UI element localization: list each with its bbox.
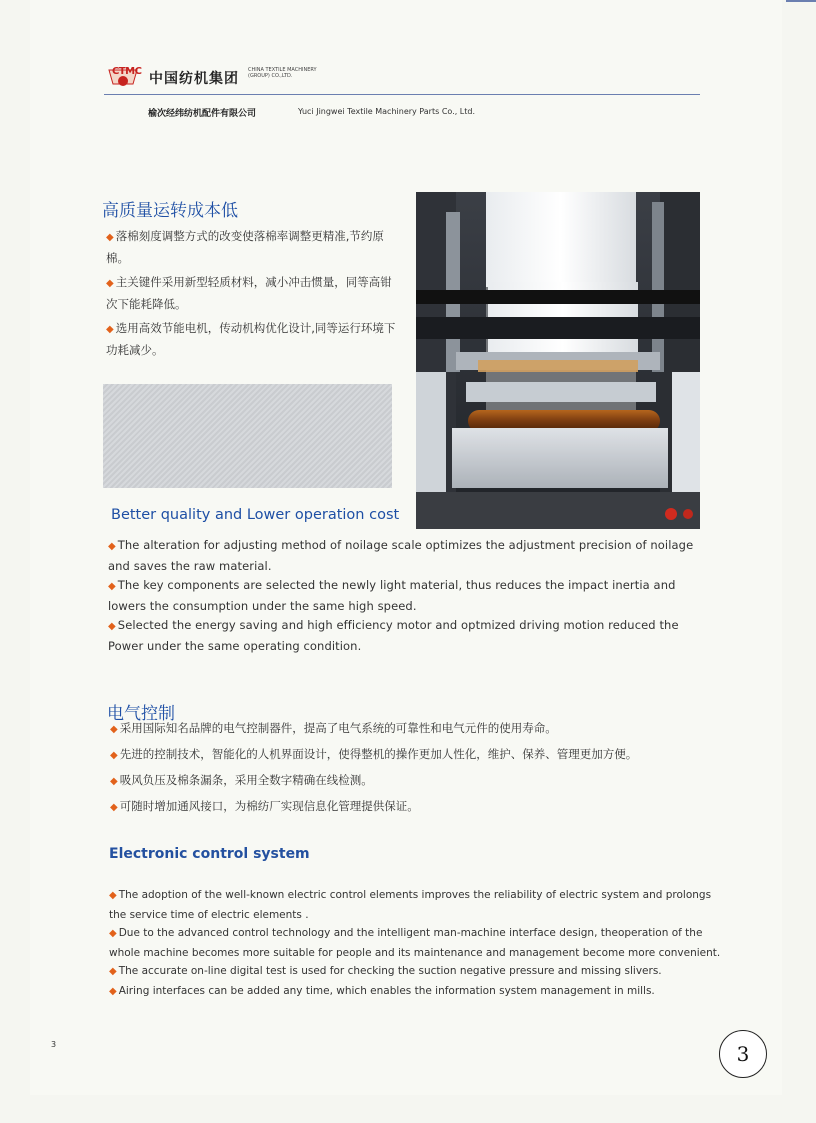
diamond-bullet-icon: ◆	[106, 278, 114, 289]
diamond-bullet-icon: ◆	[110, 750, 118, 761]
group-name-en	[248, 67, 348, 79]
diamond-bullet-icon: ◆	[110, 776, 118, 787]
list-item: ◆ The alteration for adjusting method of noilage scale optimizes the adjustment precision of noilage and saves the raw material.	[108, 538, 694, 573]
section2-title-cn: 电气控制	[107, 704, 175, 724]
comber-machine-photo	[416, 192, 700, 529]
group-name-cn: 中国纺机集团	[149, 71, 239, 87]
diamond-bullet-icon: ◆	[109, 985, 117, 997]
section2-list-cn	[110, 716, 716, 820]
list-item: ◆ 可随时增加通风接口，为棉纺厂实现信息化管理提供保证。	[110, 799, 419, 813]
list-item: ◆ 吸风负压及棉条漏条，采用全数字精确在线检测。	[110, 773, 373, 787]
section2-title-en: Electronic control system	[109, 846, 310, 862]
diamond-bullet-icon: ◆	[109, 966, 117, 977]
list-item: ◆ 选用高效节能电机，传动机构优化设计,同等运行环境下功耗减少。	[106, 321, 396, 357]
list-item: ◆ The adoption of the well-known electric control elements improves the reliability of electric system and prolongs the service time of electric elements .	[109, 889, 712, 921]
list-item: ◆ Airing interfaces can be added any time, which enables the information system management in mills.	[109, 984, 655, 997]
group-name-en-line1: CHINA TEXTILE MACHINERY	[248, 67, 317, 73]
list-item: ◆ 落棉刻度调整方式的改变使落棉率调整更精准,节约原棉。	[106, 229, 384, 265]
company-name-en: Yuci Jingwei Textile Machinery Parts Co., Ltd.	[298, 107, 475, 116]
diamond-bullet-icon: ◆	[108, 621, 116, 632]
corner-rule	[786, 0, 816, 2]
decorative-gray-panel	[103, 384, 392, 488]
section1-title-cn: 高质量运转成本低	[102, 201, 238, 221]
diamond-bullet-icon: ◆	[110, 802, 118, 813]
list-item: ◆ The key components are selected the newly light material, thus reduces the impact inertia and lowers the consumption under the same high speed.	[108, 578, 676, 613]
diamond-bullet-icon: ◆	[106, 324, 114, 335]
section1-list-en	[108, 536, 708, 656]
diamond-bullet-icon: ◆	[110, 724, 118, 735]
page-number-circle: 3	[719, 1030, 767, 1078]
logo-text: CTMC	[112, 66, 142, 77]
group-name-en-line2: (GROUP) CO.,LTD.	[248, 73, 293, 79]
list-item: ◆ Due to the advanced control technology and the intelligent man-machine interface design, theoperation of the whole machine becomes more suitable for people and its maintenance and management become more convenient.	[109, 927, 721, 959]
diamond-bullet-icon: ◆	[108, 581, 116, 592]
page-number-small: 3	[51, 1040, 57, 1049]
section2-list-en	[109, 886, 721, 1001]
diamond-bullet-icon: ◆	[106, 232, 114, 243]
diamond-bullet-icon: ◆	[109, 890, 117, 901]
list-item: ◆ 采用国际知名品牌的电气控制器件，提高了电气系统的可靠性和电气元件的使用寿命。	[110, 721, 557, 735]
header-divider	[104, 94, 700, 95]
company-name-cn: 榆次经纬纺机配件有限公司	[148, 109, 257, 119]
diamond-bullet-icon: ◆	[109, 928, 117, 939]
list-item: ◆ Selected the energy saving and high efficiency motor and optmized driving motion reduced the Power under the same operating condition.	[108, 618, 679, 653]
section1-title-en: Better quality and Lower operation cost	[111, 507, 400, 523]
list-item: ◆ The accurate on-line digital test is used for checking the suction negative pressure and missing slivers.	[109, 965, 662, 977]
list-item: ◆ 主关键件采用新型轻质材料，减小冲击惯量，同等高钳次下能耗降低。	[106, 275, 392, 311]
section1-list-cn	[106, 226, 396, 364]
list-item: ◆ 先进的控制技术，智能化的人机界面设计，使得整机的操作更加人性化，维护、保养、管理更加方便。	[110, 747, 638, 761]
diamond-bullet-icon: ◆	[108, 541, 116, 552]
